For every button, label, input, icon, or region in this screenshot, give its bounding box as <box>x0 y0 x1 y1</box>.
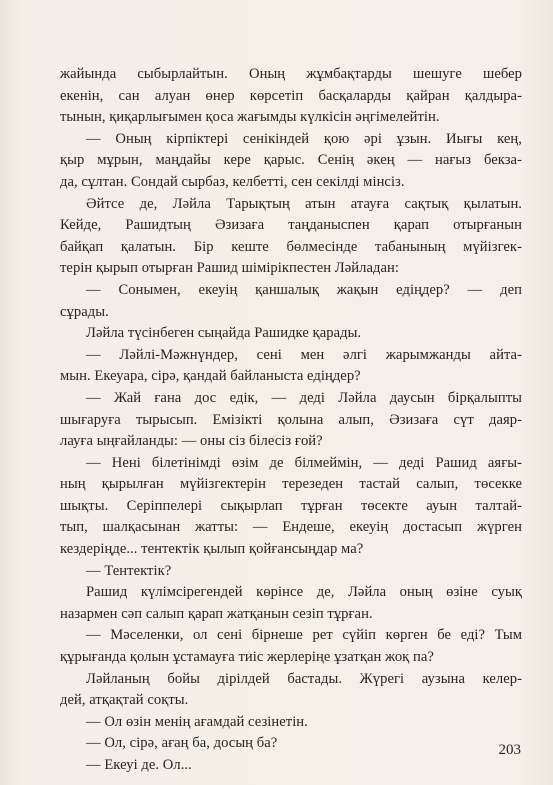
text-line: — Мәселенки, ол сені бірнеше рет сүйіп көрген бе еді? Тым <box>86 627 522 644</box>
text-line: мын. Екеуара, сірә, қандай байланыста едіңдер? <box>60 368 361 385</box>
text-line: Рашид күлімсірегендей көрінсе де, Ләйла оның өзіне суық <box>86 584 522 601</box>
text-line: Ләйла түсінбеген сыңайда Рашидке қарады. <box>86 325 362 342</box>
text-line: шығаруға тырысып. Емізікті қолына алып, Әзизаға сүт даяр- <box>60 411 522 428</box>
text-line: байқап қалатын. Бір кеште бөлмесінде табанының мүйізгек- <box>60 238 522 255</box>
text-line: екенін, сан алуан өнер көрсетіп басқаларды қайран қалдыра- <box>60 87 522 104</box>
body-text <box>60 64 522 777</box>
text-line: қыр мұрын, маңдайы кере қарыс. Сенің әкең — нағыз бекза- <box>60 152 522 169</box>
text-line: да, сұлтан. Сондай сырбаз, келбетті, сен секілді мінсіз. <box>60 173 405 190</box>
text-line: Кейде, Рашидтың Әзизаға таңданыспен қарап отырғанын <box>60 217 522 234</box>
text-line: Ләйланың бойы дірілдей бастады. Жүрегі аузына келер- <box>86 670 522 687</box>
text-line: құрығанда қолын ұстамауға тиіс жерлеріңе ұзатқан жоқ па? <box>60 649 434 666</box>
text-line: сұрады. <box>60 303 109 320</box>
text-line: назармен сәп салып қарап жатқанын сезіп тұрған. <box>60 605 373 622</box>
text-line: — Нені білетінімді өзім де білмеймін, — деді Рашид аяғы- <box>86 454 522 471</box>
text-line: тып, шалқасынан жатты: — Ендеше, екеуің достасып жүрген <box>60 519 522 536</box>
text-line: — Сонымен, екеуің қаншалық жақын едіңдер? — деп <box>86 281 522 298</box>
text-line: — Екеуі де. Ол... <box>86 757 192 773</box>
text-line: кездеріңде... тентектік қылып қойғансыңдар ма? <box>60 541 364 558</box>
text-line: лауға ыңғайланды: — оны сіз білесіз ғой? <box>60 433 323 450</box>
text-line: жайында сыбырлайтын. Оның жұмбақтарды шешуге шебер <box>60 66 522 82</box>
text-line: — Ол, сірә, ағаң ба, досың ба? <box>86 735 278 752</box>
text-line: — Жай ғана дос едік, — деді Ләйла даусын бірқалыпты <box>86 389 522 406</box>
text-line: — Ләйлі-Мәжнүндер, сені мен әлгі жарымжанды айта- <box>86 346 522 363</box>
text-line: тынын, қиқарлығымен қоса жағымды күлкісін әңгімелейтін. <box>60 109 440 126</box>
page-number: 203 <box>498 742 521 758</box>
text-line: ның қырылған мүйізгектерін терезеден тастай салып, төсекке <box>60 476 522 493</box>
text-line: — Ол өзін менің ағамдай сезінетін. <box>86 713 308 730</box>
text-line: дей, атқақтай соқты. <box>60 692 189 709</box>
text-line: шықты. Серіппелері сықырлап тұрған төсекте ауын талтай- <box>60 497 522 514</box>
text-line: — Оның кірпіктері сенікіндей қою әрі ұзын. Иығы кең, <box>86 130 522 147</box>
text-line: Әйтсе де, Ләйла Тарықтың атын атауға сақтық қылатын. <box>86 195 522 212</box>
text-line: терін қырып отырған Рашид шімірікпестен Ләйладан: <box>60 260 399 277</box>
text-line: — Тентектік? <box>86 562 172 579</box>
